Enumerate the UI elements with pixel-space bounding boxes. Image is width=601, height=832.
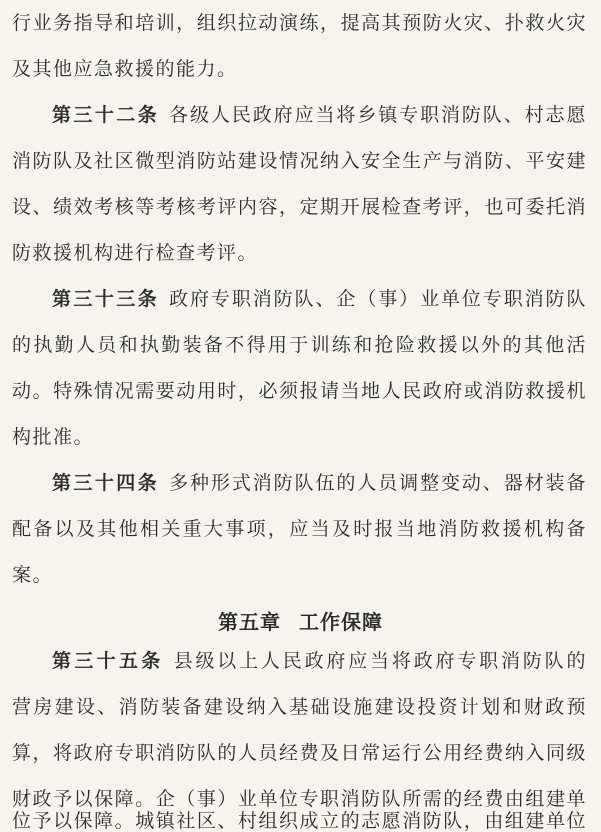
line-text: 各级人民政府应当将乡镇专职消防队、村志愿	[169, 104, 587, 126]
line-text: 位予以保障。城镇社区、村组织成立的志愿消防队，由组建单位	[12, 810, 587, 832]
text-line	[12, 10, 587, 36]
article-33-first-line	[12, 286, 587, 312]
line-text: 消防队及社区微型消防站建设情况纳入安全生产与消防、平安建	[12, 150, 587, 172]
line-text: 构批准。	[12, 426, 95, 448]
text-line	[12, 194, 587, 220]
chapter-heading	[0, 608, 601, 636]
article-label: 第三十三条	[52, 288, 160, 310]
text-line	[12, 740, 587, 766]
text-line	[12, 56, 587, 82]
line-text: 营房建设、消防装备建设纳入基础设施建设投资计划和财政预	[12, 696, 587, 718]
line-text: 政府专职消防队、企（事）业单位专职消防队	[169, 288, 587, 310]
line-text: 县级以上人民政府应当将政府专职消防队的	[173, 650, 587, 672]
line-text: 行业务指导和培训，组织拉动演练，提高其预防火灾、扑救火灾	[12, 12, 587, 34]
line-text: 动。特殊情况需要动用时，必须报请当地人民政府或消防救援机	[12, 380, 587, 402]
text-line	[12, 808, 587, 832]
article-35-first-line	[12, 648, 587, 674]
line-text: 多种形式消防队伍的人员调整变动、器材装备	[169, 472, 587, 494]
text-line	[12, 332, 587, 358]
article-34-first-line	[12, 470, 587, 496]
article-label: 第三十二条	[52, 104, 160, 126]
article-label: 第三十四条	[52, 472, 160, 494]
line-text: 及其他应急救援的能力。	[12, 58, 238, 80]
chapter-number: 第五章	[218, 610, 281, 634]
text-line	[12, 240, 587, 266]
line-text: 算，将政府专职消防队的人员经费及日常运行公用经费纳入同级	[12, 742, 587, 764]
text-line	[12, 378, 587, 404]
line-text: 设、绩效考核等考核考评内容，定期开展检查考评，也可委托消	[12, 196, 587, 218]
text-line	[12, 424, 587, 450]
article-label: 第三十五条	[52, 650, 164, 672]
line-text: 案。	[12, 564, 54, 586]
text-line	[12, 516, 587, 542]
chapter-title: 工作保障	[299, 610, 383, 634]
article-32-first-line	[12, 102, 587, 128]
text-line	[12, 148, 587, 174]
line-text: 财政予以保障。企（事）业单位专职消防队所需的经费由组建单	[12, 788, 587, 810]
line-text: 防救援机构进行检查考评。	[12, 242, 259, 264]
text-line	[12, 562, 587, 588]
line-text: 配备以及其他相关重大事项，应当及时报当地消防救援机构备	[12, 518, 587, 540]
text-line	[12, 694, 587, 720]
line-text: 的执勤人员和执勤装备不得用于训练和抢险救援以外的其他活	[12, 334, 587, 356]
